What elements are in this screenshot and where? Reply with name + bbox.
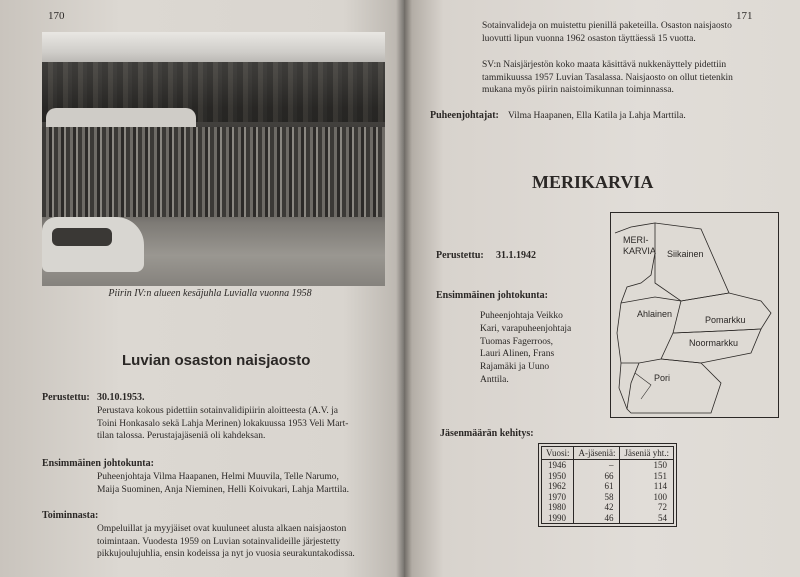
table-cell: – (574, 460, 620, 471)
board-label: Ensimmäinen johtokunta: (436, 290, 548, 301)
event-photo (42, 32, 385, 286)
text-line: Rajamäki ja Uuno (480, 362, 550, 373)
map-label-noormarkku: Noormarkku (689, 338, 739, 348)
photo-crowd (42, 127, 385, 217)
text-line: Puheenjohtaja Vilma Haapanen, Helmi Muuvila, Telle Narumo, (97, 472, 339, 482)
table-cell: 1946 (548, 460, 566, 470)
table-cell: 54 (620, 513, 674, 524)
table-header: A-jäseniä: (574, 447, 620, 460)
region-map (610, 212, 779, 418)
text-line: Ompeluillat ja myyjäiset ovat kuuluneet alusta alkaen naisjaoston (97, 524, 347, 534)
book-gutter (396, 0, 412, 577)
table-row (542, 492, 674, 503)
table-cell: 61 (574, 481, 620, 492)
map-label-siikainen: Siikainen (667, 249, 704, 259)
table-cell: 1990 (548, 512, 566, 523)
section-title: Luvian osaston naisjaosto (122, 352, 311, 369)
text-line: Maija Suominen, Anja Nieminen, Helli Koivukari, Lahja Marttila. (97, 484, 349, 495)
table-row (542, 471, 674, 482)
text-line: mukana myös piirin naistoimikunnan toiminnassa. (482, 85, 674, 95)
table-cell: 58 (574, 492, 620, 503)
intro-text-2 (482, 59, 782, 97)
table-header: Jäseniä yht.: (620, 447, 674, 460)
text-line: Tuomas Fagerroos, (480, 336, 554, 347)
intro-text (482, 20, 782, 45)
text-line: luovutti lipun vuonna 1962 osaston täyttäessä 15 vuotta. (482, 33, 696, 44)
founded-date: 30.10.1953. (97, 392, 145, 403)
members-label: Jäsenmäärän kehitys: (440, 428, 534, 439)
table-cell: 114 (620, 481, 674, 492)
founded-label: Perustettu: (436, 250, 484, 261)
table-cell: 100 (620, 492, 674, 503)
table-cell: 1950 (548, 470, 566, 481)
table-cell: 151 (620, 471, 674, 482)
board-label: Ensimmäinen johtokunta: (42, 458, 154, 469)
map-label-merikarvia-2: KARVIA (623, 246, 656, 256)
founded-text (97, 405, 397, 443)
map-label-merikarvia-1: MERI- (623, 235, 649, 245)
table-header-row (542, 447, 674, 460)
map-label-pomarkku: Pomarkku (705, 315, 746, 325)
text-line: toimintaan. Vuodesta 1959 on Luvian sotainvalideille järjestetty (97, 536, 341, 547)
table-cell: 66 (574, 471, 620, 482)
founded-date: 31.1.1942 (496, 250, 536, 261)
board-text (480, 310, 610, 387)
text-line: Puheenjohtaja Veikko (480, 311, 563, 321)
table-cell: 1980 (548, 502, 566, 512)
photo-car-window (52, 228, 112, 246)
table-row (542, 513, 674, 524)
map-label-ahlainen: Ahlainen (637, 309, 673, 319)
activity-label: Toiminnasta: (42, 510, 99, 521)
table-row (542, 460, 674, 471)
table-cell: 150 (620, 460, 674, 471)
text-line: Lauri Alinen, Frans (480, 349, 555, 360)
text-line: SV:n Naisjärjestön koko maata käsittävä nukkenäyttely pidettiin (482, 60, 727, 70)
board-text (97, 471, 397, 496)
chairs-label: Puheenjohtajat: (430, 110, 499, 121)
table-cell: 46 (574, 513, 620, 524)
photo-caption: Piirin IV:n alueen kesäjuhla Luvialla vuonna 1958 (108, 288, 312, 299)
text-line: Anttila. (480, 374, 509, 385)
page-number: 171 (736, 10, 753, 22)
text-line: Toini Honkasalo sekä Lahja Merinen) lokakuussa 1953 Veli Mart- (97, 418, 349, 429)
section-title: MERIKARVIA (532, 172, 654, 192)
text-line: Perustava kokous pidettiin sotainvalidipiirin aloitteesta (A.V. ja (97, 406, 338, 416)
table-row (542, 502, 674, 513)
table-row (542, 481, 674, 492)
table-cell: 1970 (548, 491, 566, 502)
text-line: pikkujoulujuhlia, ensin kodeissa ja nyt jo vuosia seurakuntakodissa. (97, 549, 355, 559)
text-line: Kari, varapuheenjohtaja (480, 323, 572, 334)
page-number: 170 (48, 10, 65, 22)
map-label-pori: Pori (654, 373, 671, 383)
table-cell: 42 (574, 502, 620, 513)
text-line: tilan talossa. Perustajajäseniä oli kahdeksan. (97, 431, 266, 441)
table-cell: 1962 (548, 481, 566, 491)
table-header: Vuosi: (542, 447, 574, 460)
text-line: tammikuussa 1957 Luvian Tasalassa. Naisjaosto on ollut tietenkin (482, 72, 733, 83)
chairs-text: Vilma Haapanen, Ella Katila ja Lahja Marttila. (508, 111, 686, 121)
founded-label: Perustettu: (42, 392, 90, 403)
table-cell: 72 (620, 502, 674, 513)
membership-table (541, 446, 674, 524)
text-line: Sotainvalideja on muistettu pienillä paketeilla. Osaston naisjaosto (482, 21, 732, 31)
activity-text (97, 523, 397, 561)
